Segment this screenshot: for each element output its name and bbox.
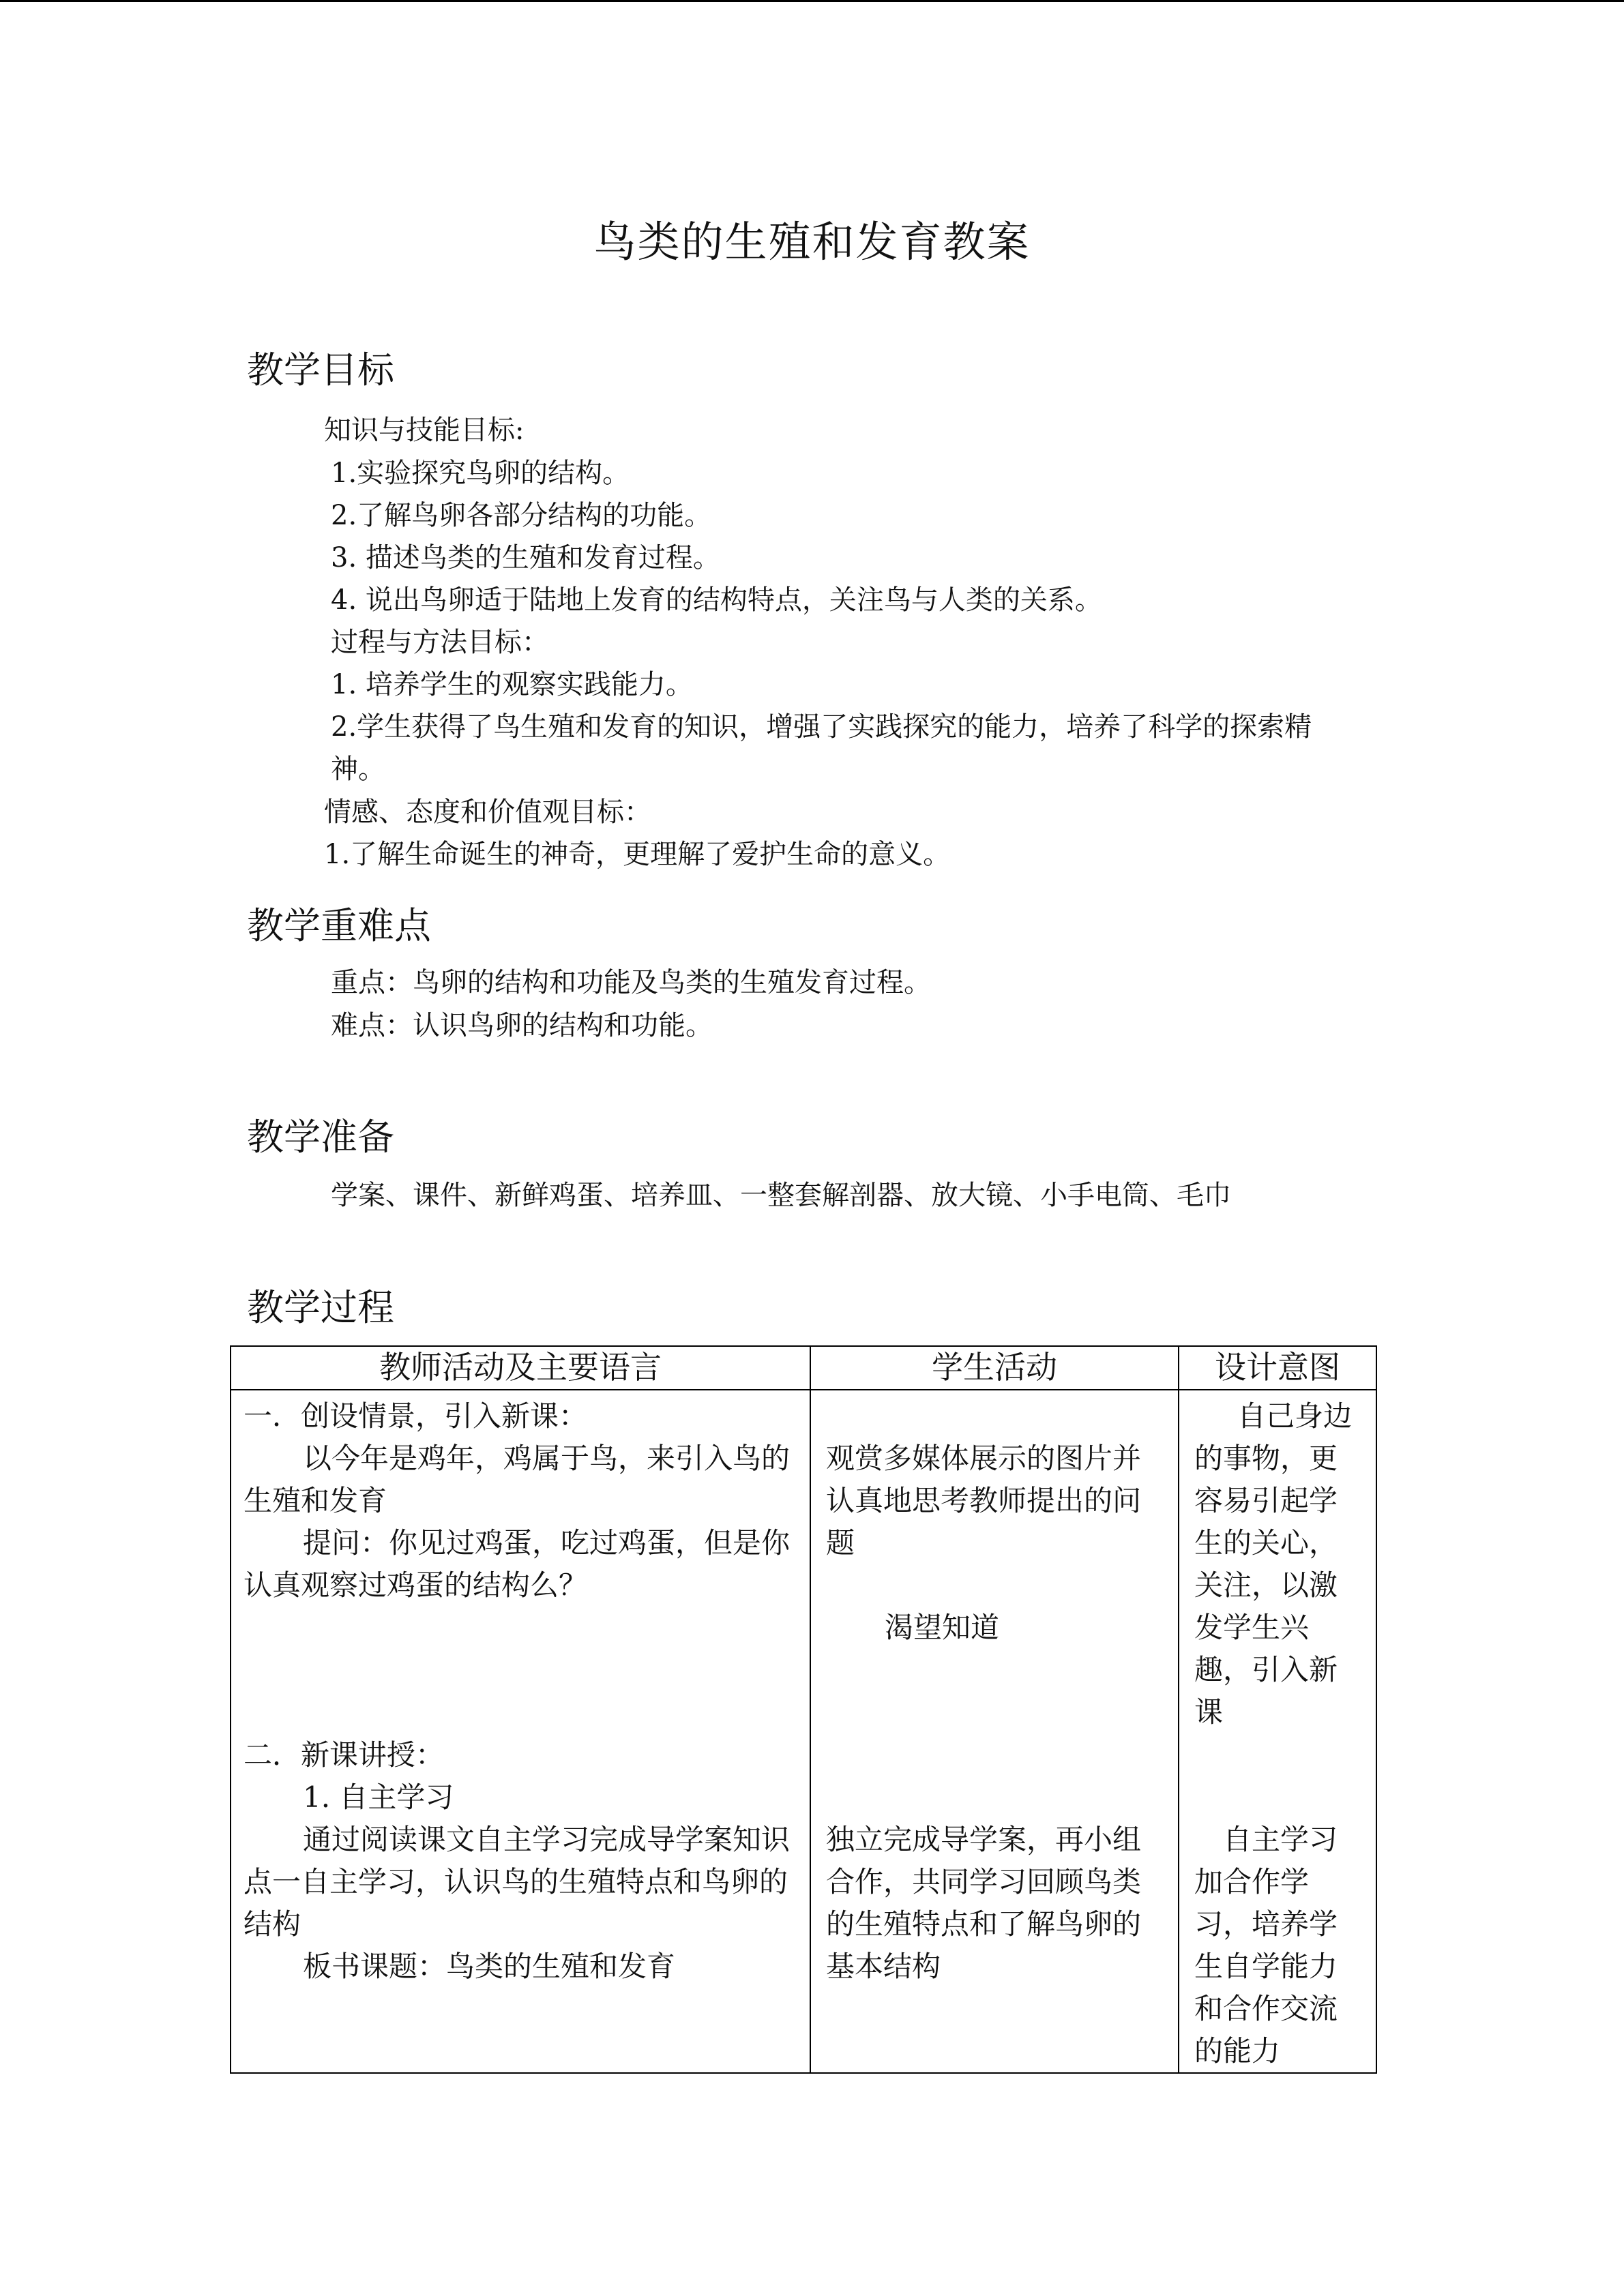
column-header-student: 学生活动	[810, 1346, 1179, 1390]
objectives-heading: 教学目标	[247, 348, 394, 391]
student-line: 题	[826, 1526, 855, 1560]
process-item: 神。	[331, 754, 385, 785]
top-border-line	[0, 0, 1624, 2]
knowledge-item: 2.了解鸟卵各部分结构的功能。	[331, 500, 712, 531]
knowledge-heading: 知识与技能目标:	[324, 415, 525, 446]
difficult-point: 难点：认识鸟卵的结构和功能。	[331, 1010, 713, 1041]
teacher-line: 板书课题：鸟类的生殖和发育	[303, 1950, 676, 1983]
key-point: 重点：鸟卵的结构和功能及鸟类的生殖发育过程。	[331, 967, 931, 998]
teacher-line: 通过阅读课文自主学习完成导学案知识	[303, 1823, 791, 1856]
student-line: 渴望知道	[885, 1611, 1000, 1644]
intent-line: 生自学能力	[1194, 1950, 1338, 1983]
student-activity-cell	[810, 1390, 1179, 2073]
intent-line: 和合作交流	[1194, 1992, 1338, 2025]
key-points-heading: 教学重难点	[247, 904, 431, 947]
emotion-item: 1.了解生命诞生的神奇，更理解了爱护生命的意义。	[324, 839, 951, 870]
teacher-activity-cell	[231, 1390, 810, 2073]
teacher-line: 生殖和发育	[243, 1484, 387, 1517]
design-intent-cell	[1179, 1390, 1376, 2073]
intent-line: 习，培养学	[1194, 1907, 1338, 1941]
intent-line: 课	[1194, 1695, 1224, 1729]
process-item: 2.学生获得了鸟生殖和发育的知识，增强了实践探究的能力，培养了科学的探索精	[331, 711, 1312, 743]
intent-line: 发学生兴	[1194, 1611, 1310, 1644]
table-row	[231, 1390, 1376, 2073]
teaching-process-table	[230, 1345, 1377, 2074]
emotion-heading: 情感、态度和价值观目标：	[324, 796, 651, 828]
intent-line: 自己身边	[1237, 1399, 1353, 1433]
teacher-line: 提问：你见过鸡蛋，吃过鸡蛋，但是你	[303, 1526, 791, 1560]
intent-line: 生的关心，	[1194, 1526, 1338, 1560]
preparation-items: 学案、课件、新鲜鸡蛋、培养皿、一整套解剖器、放大镜、小手电筒、毛巾	[331, 1180, 1231, 1211]
intent-line: 关注，以激	[1194, 1568, 1338, 1602]
knowledge-item: 4. 说出鸟卵适于陆地上发育的结构特点，关注鸟与人类的关系。	[331, 584, 1102, 616]
student-line: 独立完成导学案，再小组	[826, 1823, 1142, 1856]
student-line: 合作，共同学习回顾鸟类	[826, 1865, 1142, 1898]
column-header-intent: 设计意图	[1179, 1346, 1376, 1390]
student-line: 基本结构	[826, 1950, 941, 1983]
intent-line: 容易引起学	[1194, 1484, 1338, 1517]
knowledge-item: 1.实验探究鸟卵的结构。	[331, 458, 630, 489]
process-heading: 过程与方法目标：	[331, 627, 549, 658]
preparation-heading: 教学准备	[247, 1116, 394, 1159]
table-header-row	[231, 1346, 1376, 1390]
intent-line: 趣，引入新	[1194, 1653, 1338, 1686]
student-line: 认真地思考教师提出的问	[826, 1484, 1142, 1517]
student-line: 观赏多媒体展示的图片并	[826, 1442, 1142, 1475]
intent-line: 加合作学	[1194, 1865, 1310, 1898]
teacher-line: 以今年是鸡年，鸡属于鸟，来引入鸟的	[303, 1442, 791, 1475]
teacher-line: 一．创设情景，引入新课：	[243, 1399, 588, 1433]
student-line: 的生殖特点和了解鸟卵的	[826, 1907, 1142, 1941]
knowledge-item: 3. 描述鸟类的生殖和发育过程。	[331, 542, 720, 573]
teacher-line: 二．新课讲授：	[243, 1738, 445, 1772]
teacher-line: 结构	[243, 1907, 301, 1941]
teacher-line: 1. 自主学习	[303, 1780, 454, 1814]
teacher-line: 点一自主学习，认识鸟的生殖特点和鸟卵的	[243, 1865, 788, 1898]
intent-line: 的能力	[1194, 2034, 1281, 2068]
intent-line: 自主学习	[1223, 1823, 1338, 1856]
intent-line: 的事物，更	[1194, 1442, 1338, 1475]
column-header-teacher: 教师活动及主要语言	[231, 1346, 810, 1390]
process-item: 1. 培养学生的观察实践能力。	[331, 669, 693, 700]
document-title: 鸟类的生殖和发育教案	[593, 217, 1031, 267]
teacher-line: 认真观察过鸡蛋的结构么？	[243, 1568, 588, 1602]
process-section-heading: 教学过程	[247, 1286, 394, 1329]
